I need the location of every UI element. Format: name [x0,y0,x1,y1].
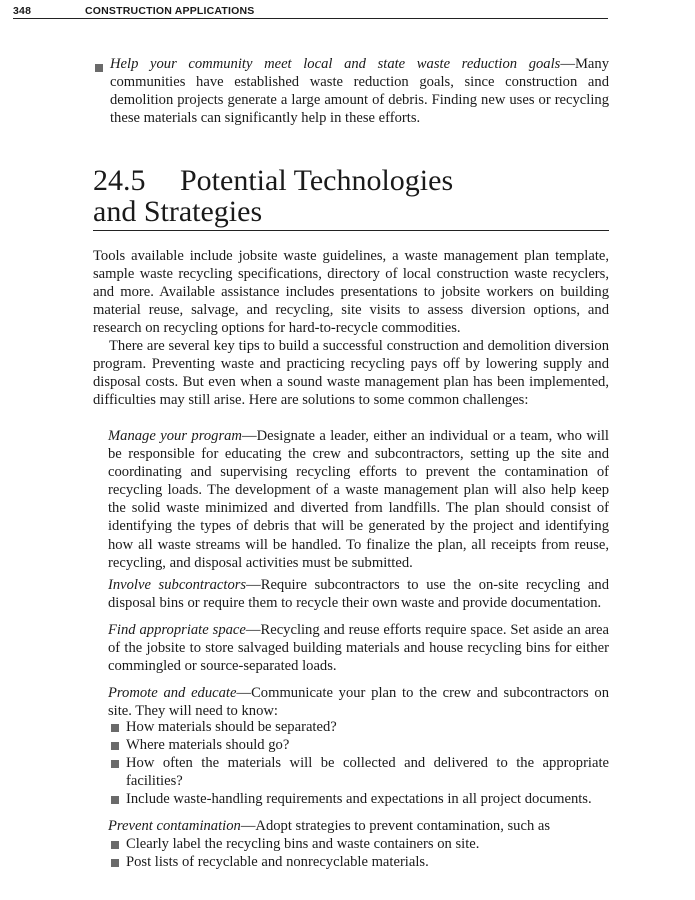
promote-bullet-item: Where materials should go? [126,737,290,753]
bullet-square-icon [111,796,119,804]
tip-involve-subcontractors: Involve subcontractors—Require subcontractors to use the on-site recycling and disposal bins or require them to recycle their own waste and provide documentation. [108,577,610,612]
promote-bullet-item: How often the materials will be collected and delivered to the appropriate facilities? [126,755,609,790]
page-number: 348 [13,5,32,17]
bullet-square-icon [111,724,119,732]
intro-bullet-paragraph: Help your community meet local and state waste reduction goals—Many communities have established waste reduction goals, since construction and demolition projects generate a large amount of debris. Finding new uses or recycling these materials can significantly help in these efforts. [110,56,609,127]
bullet-square-icon [111,841,119,849]
tip-manage-program: Manage your program—Designate a leader, either an individual or a team, who will be responsible for educating the crew and subcontractors, setting up the site and coordinating and supervising recycling efforts to prevent the contamination of recycling loads. The development of a waste management plan will also help keep the solid waste minimized and diverted from landfills. The plan should consist of identifying the types of debris that will be generated by the project and identifying how all waste streams will be handled. To finalize the plan, all receipts from reuse, recycling, and disposal activities must be submitted. [108,428,609,571]
section-title-line1: Potential Technologies [180,164,454,197]
running-header [13,4,608,19]
body-paragraph-2: There are several key tips to build a successful construction and demolition diversion program. Preventing waste and practicing recycling pays off by lowering supply and disposal costs. But even when a sound waste management plan has been implemented, difficulties may still arise. Here are solutions to some common challenges: [93,338,609,409]
section-number: 24.5 [93,164,146,197]
bullet-square-icon [111,859,119,867]
prevent-bullet-item: Post lists of recyclable and nonrecyclable materials. [126,854,429,870]
tip-promote-educate: Promote and educate—Communicate your plan to the crew and subcontractors on site. They will need to know: [108,685,609,720]
prevent-bullet-item: Clearly label the recycling bins and waste containers on site. [126,836,480,852]
bullet-square-icon [95,64,103,72]
tip-find-space: Find appropriate space—Recycling and reuse efforts require space. Set aside an area of the jobsite to store salvaged building materials and house recycling bins for either commingled or source-separated loads. [108,622,609,675]
bullet-square-icon [111,742,119,750]
section-title-line2: and Strategies [93,195,263,228]
section-heading [93,165,453,227]
promote-bullet-item: Include waste-handling requirements and expectations in all project documents. [126,791,592,807]
tip-prevent-contamination: Prevent contamination—Adopt strategies to prevent contamination, such as [108,818,551,834]
bullet-square-icon [111,760,119,768]
body-paragraph-1: Tools available include jobsite waste guidelines, a waste management plan template, sample waste recycling specifications, directory of local construction waste recyclers, and more. Available assistance includes presentations to jobsite workers on building material reuse, salvage, and recycling, site visits to assess diversion options, and research on recycling options for hard-to-recycle commodities. [93,248,609,337]
running-title: CONSTRUCTION APPLICATIONS [85,5,255,17]
heading-rule [93,230,609,231]
promote-bullet-item: How materials should be separated? [126,719,337,735]
